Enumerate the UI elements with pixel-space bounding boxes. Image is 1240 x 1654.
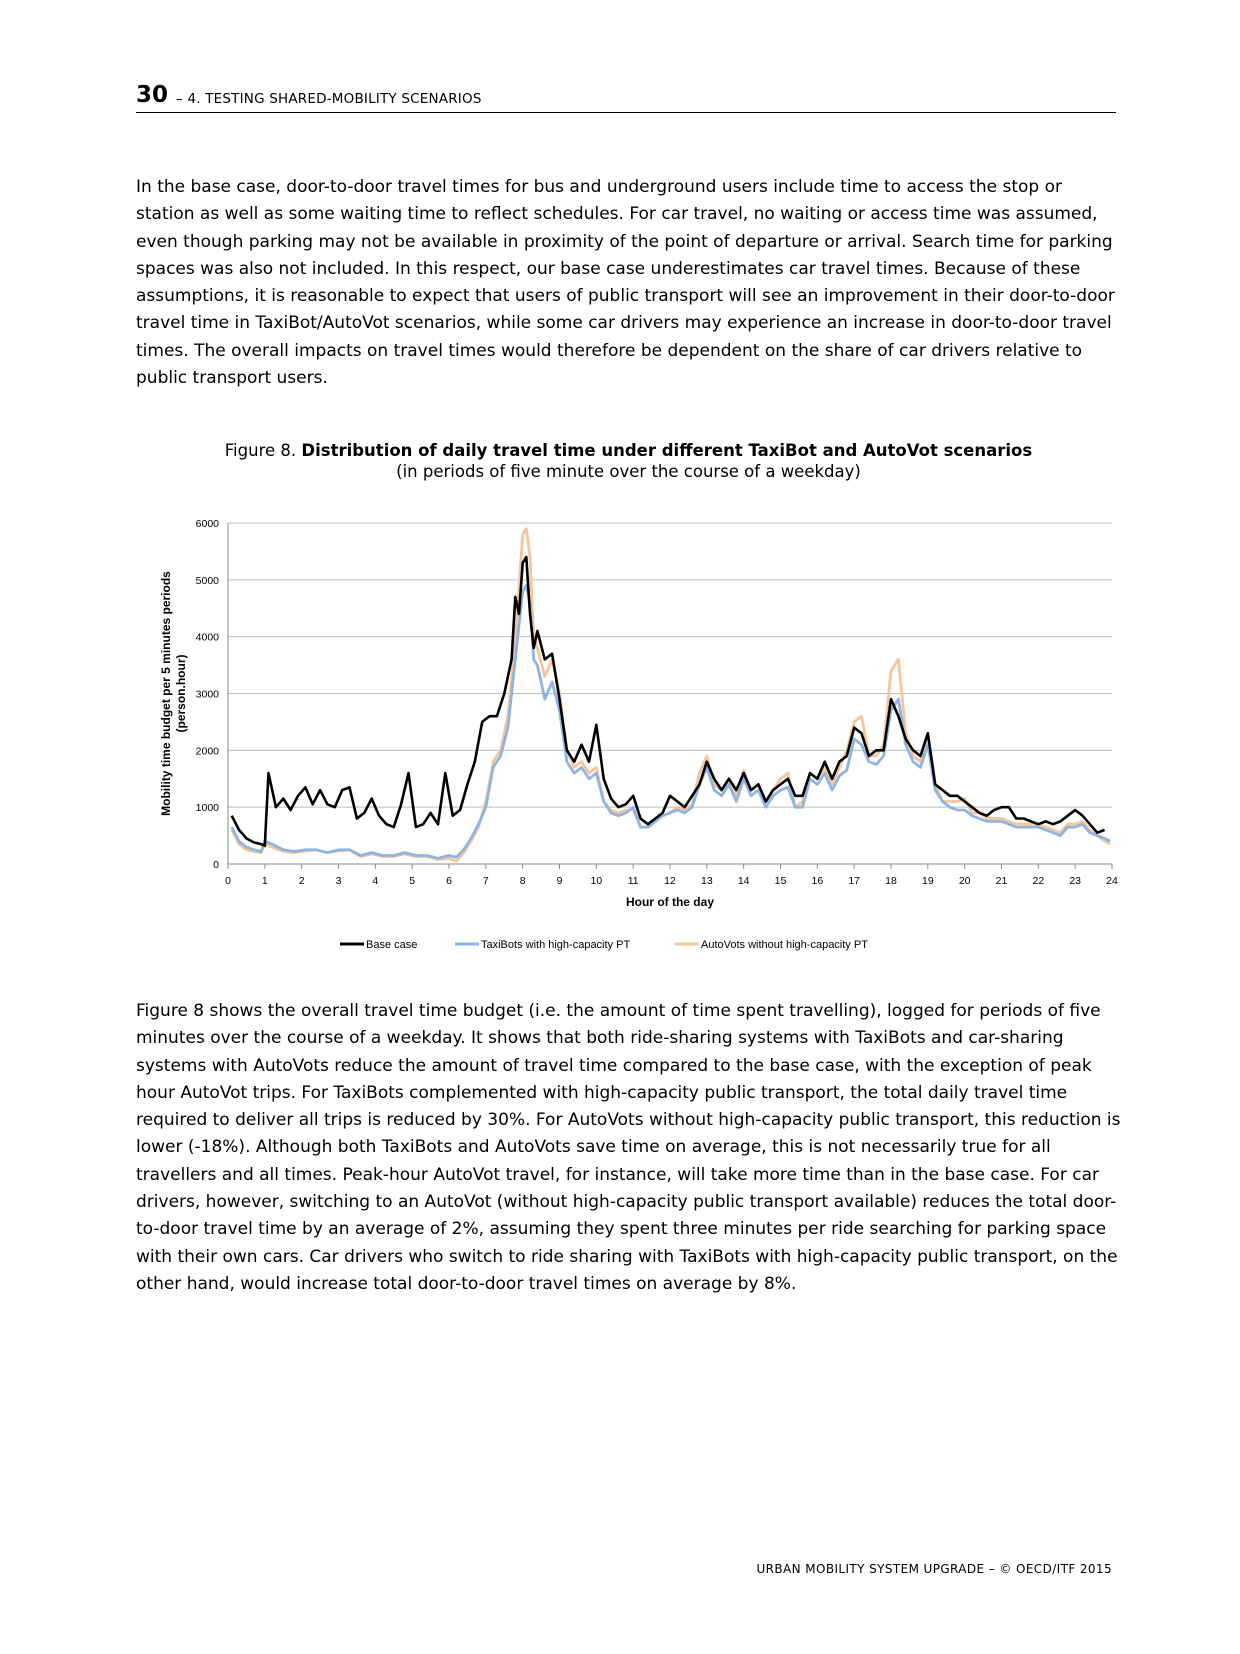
x-tick-labels [225, 864, 1118, 887]
x-tick-label: 12 [664, 875, 676, 887]
x-tick-label: 2 [298, 875, 305, 887]
x-tick-label: 9 [556, 875, 563, 887]
x-tick-label: 3 [335, 875, 342, 887]
page-header [136, 82, 1116, 113]
legend [340, 939, 868, 951]
x-tick-label: 16 [811, 875, 824, 887]
line-chart [150, 505, 1118, 965]
x-tick-label: 0 [225, 875, 231, 887]
x-tick-label: 7 [482, 875, 489, 887]
y-axis-label-line1: Mobility time budget per 5 minutes periods [159, 571, 173, 816]
legend-label: Base case [366, 939, 418, 951]
x-tick-label: 1 [261, 875, 268, 887]
x-axis-label: Hour of the day [625, 895, 715, 909]
x-tick-label: 19 [921, 875, 934, 887]
x-tick-label: 23 [1069, 875, 1082, 887]
x-tick-label: 18 [885, 875, 897, 887]
y-tick-labels [196, 518, 220, 871]
y-tick-label: 2000 [195, 745, 219, 758]
y-tick-label: 3000 [195, 688, 219, 701]
figure-subtitle: (in periods of five minute over the course of a weekday) [396, 462, 861, 481]
body-paragraph-1: In the base case, door-to-door travel times for bus and underground users include time to access the stop or station as well as some waiting time to reflect schedules. For car travel, no waiting or access time was assumed, even though parking may not be available in proximity of the point of departure or arrival. Search time for parking spaces was also not included. In this respect, our base case underestimates car travel times. Because of these assumptions, it is reasonable to expect that users of public transport will see an improvement in their door-to-door travel time in TaxiBot/AutoVot scenarios, while some car drivers may experience an increase in door-to-door travel times. The overall impacts on travel times would therefore be dependent on the share of car drivers relative to public transport users. [136, 177, 1115, 389]
series-line-0 [232, 557, 1105, 846]
y-axis-label-line2: (person.hour) [174, 654, 188, 733]
figure-label: Figure 8. [224, 441, 297, 460]
x-tick-label: 13 [700, 875, 713, 887]
x-tick-label: 14 [737, 875, 750, 887]
y-tick-label: 4000 [195, 631, 219, 644]
x-tick-label: 22 [1032, 875, 1045, 887]
series-lines [232, 529, 1110, 862]
x-tick-label: 10 [590, 875, 603, 887]
legend-label: AutoVots without high-capacity PT [701, 939, 868, 951]
series-line-1 [232, 586, 1110, 859]
legend-label: TaxiBots with high-capacity PT [481, 939, 631, 951]
y-tick-label: 6000 [195, 518, 219, 530]
y-tick-label: 1000 [195, 802, 219, 815]
section-title: – 4. TESTING SHARED-MOBILITY SCENARIOS [176, 91, 482, 107]
page-number: 30 [136, 82, 169, 108]
y-tick-label: 5000 [195, 574, 219, 587]
x-tick-label: 15 [774, 875, 787, 887]
x-tick-label: 5 [409, 875, 416, 887]
figure-caption [136, 440, 1121, 482]
body-paragraph-2: Figure 8 shows the overall travel time budget (i.e. the amount of time spent travelling), logged for periods of five minutes over the course of a weekday. It shows that both ride-sharing systems with TaxiBots and car-sharing systems with AutoVots reduce the amount of travel time compared to the base case, with the exception of peak hour AutoVot trips. For TaxiBots complemented with high-capacity public transport, the total daily travel time required to deliver all trips is reduced by 30%. For AutoVots without high-capacity public transport, this reduction is lower (-18%). Although both TaxiBots and AutoVots save time on average, this is not necessarily true for all travellers and all times. Peak-hour AutoVot travel, for instance, will take more time than in the base case. For car drivers, however, switching to an AutoVot (without high-capacity public transport available) reduces the total door-to-door travel time by an average of 2%, assuming they spent three minutes per ride searching for parking space with their own cars. Car drivers who switch to ride sharing with TaxiBots with high-capacity public transport, on the other hand, would increase total door-to-door travel times on average by 8%. [136, 1001, 1121, 1294]
y-tick-label: 0 [213, 859, 219, 871]
x-tick-label: 20 [958, 875, 971, 887]
page-footer: URBAN MOBILITY SYSTEM UPGRADE – © OECD/ITF 2015 [756, 1562, 1112, 1576]
x-tick-label: 6 [446, 875, 452, 887]
figure-title: Distribution of daily travel time under different TaxiBot and AutoVot scenarios [301, 441, 1033, 460]
x-tick-label: 21 [995, 875, 1008, 887]
x-tick-label: 17 [848, 875, 861, 887]
x-tick-label: 11 [627, 875, 639, 887]
x-tick-label: 4 [372, 875, 379, 887]
x-tick-label: 24 [1106, 875, 1118, 887]
x-tick-label: 8 [519, 875, 526, 887]
